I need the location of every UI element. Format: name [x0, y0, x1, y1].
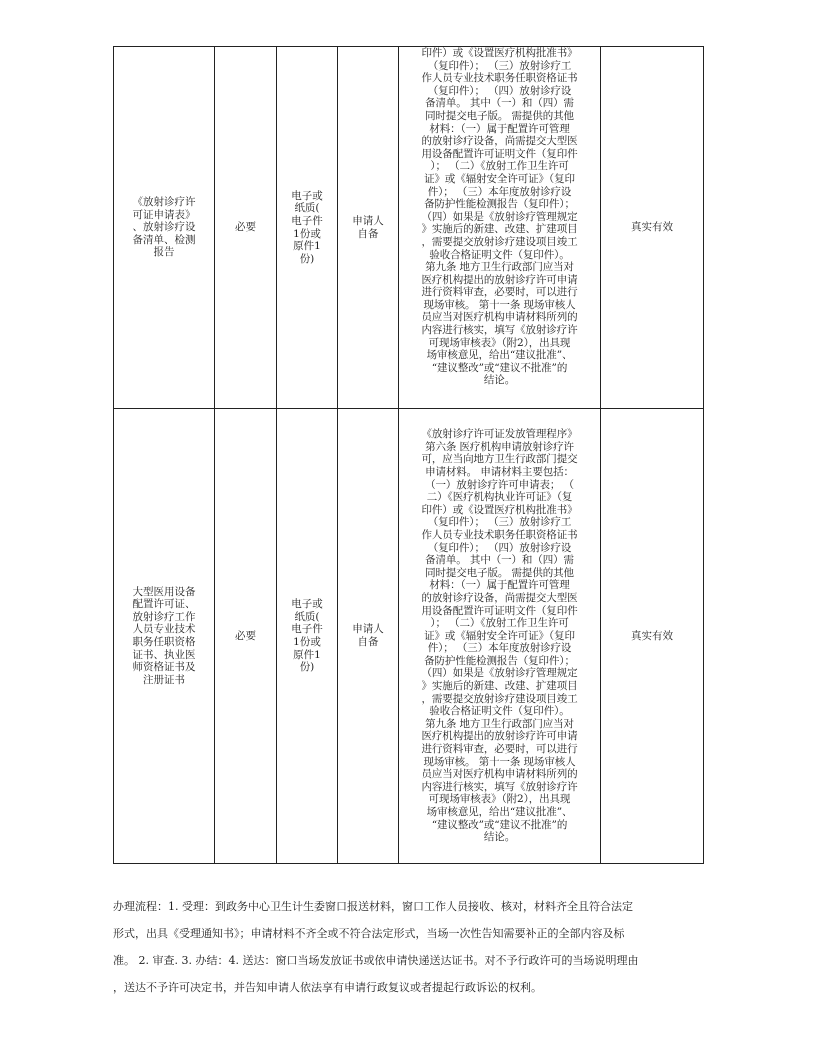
legal-basis-line: 用设备配置许可证明文件（复印件	[421, 147, 578, 160]
legal-basis-line: 备防护性能检测报告（复印件）；	[424, 654, 575, 667]
material-form-line: 电子件	[291, 623, 323, 636]
legal-basis-line: 可，应当向地方卫生行政部门提交	[421, 453, 578, 466]
material-source	[352, 215, 384, 240]
legal-basis-line: 医疗机构提出的放射诊疗许可申请	[421, 273, 578, 286]
legal-basis-line: 申请材料。 申请材料主要包括：	[425, 465, 574, 478]
legal-basis-line: 》实施后的新建、改建、扩建项目	[421, 223, 578, 236]
legal-basis-line: 第九条 地方卫生行政部门应当对	[425, 261, 574, 274]
material-name-cell	[114, 409, 215, 864]
legal-basis-line: 内容进行核实，填写《放射诊疗许	[421, 780, 578, 793]
source-cell	[338, 47, 399, 409]
legal-basis-line: 验收合格证明文件（复印件）。	[429, 248, 570, 261]
legal-basis-line: 结论。	[483, 374, 516, 387]
table-row	[114, 409, 704, 864]
form-cell	[277, 409, 338, 864]
material-form-line: 1份或	[293, 636, 321, 648]
legal-basis-line: 备清单。 其中（一）和（四）需	[425, 554, 574, 567]
required-label: 必要	[235, 629, 256, 642]
legal-basis-line: 的放射诊疗设备，尚需提交大型医	[421, 135, 578, 148]
legal-basis-line: 同时提交电子版。 需提供的其他	[425, 109, 574, 122]
material-source-line: 自备	[357, 227, 379, 240]
legal-basis-line: 》实施后的新建、改建、扩建项目	[421, 680, 578, 693]
criteria-cell	[601, 409, 704, 864]
legal-basis-line: ，需要提交放射诊疗建设项目竣工	[421, 235, 578, 248]
legal-basis-line: （一）放射诊疗许可申请表； （	[425, 478, 574, 491]
material-source-line: 自备	[357, 636, 379, 648]
legal-basis-line: 第六条 医疗机构申请放射诊疗许	[425, 440, 574, 453]
material-name-line: 可证申请表》	[132, 208, 196, 221]
criteria-cell	[601, 47, 704, 409]
legal-basis-line: 现场审核。 第十一条 现场审核人	[423, 298, 576, 311]
process-line: 形式，出具《受理通知书》；申请材料不齐全或不符合法定形式，当场一次性告知需要补正的全部内容及标	[113, 927, 625, 940]
legal-basis-line: 验收合格证明文件（复印件）。	[429, 705, 570, 718]
legal-basis-line: 场审核意见，给出“建议批准”、	[426, 806, 573, 819]
legal-basis-line: （四）如果是《放射诊疗管理规定	[421, 210, 578, 223]
material-name-line: 报告	[153, 246, 175, 259]
legal-basis-line: 备防护性能检测报告（复印件）；	[424, 198, 575, 211]
material-name-line: 备清单、检测	[132, 233, 196, 246]
material-form-line: 电子件	[291, 214, 323, 227]
material-source-line: 申请人	[352, 214, 384, 227]
legal-basis-line: 可现场审核表》（附2），出具现	[428, 336, 571, 349]
material-form	[291, 598, 323, 674]
legal-basis-line: （复印件）； （四）放射诊疗设	[427, 541, 572, 554]
process-line: ，送达不予许可决定书，并告知申请人依法享有申请行政复议或者提起行政诉讼的权利。	[113, 981, 542, 994]
legal-basis-text	[402, 428, 597, 844]
legal-basis-line: ，需要提交放射诊疗建设项目竣工	[421, 692, 578, 705]
material-source-line: 申请人	[352, 623, 384, 636]
material-form-line: 1份或	[293, 227, 321, 240]
legal-basis-line: 备清单。 其中（一）和（四）需	[425, 97, 574, 110]
legal-basis-line: 用设备配置许可证明文件（复印件	[421, 604, 578, 617]
material-name-line: 《放射诊疗许	[132, 196, 196, 209]
material-name-line: 人员专业技术	[132, 623, 196, 636]
legal-basis-line: 二）《医疗机构执业许可证》（复	[426, 491, 573, 504]
material-name-line: 注册证书	[143, 673, 185, 686]
legal-basis-line: 件）； （三）本年度放射诊疗设	[427, 185, 572, 198]
form-cell	[277, 47, 338, 409]
material-name-line: 职务任职资格	[132, 636, 196, 648]
legal-basis-line: 进行资料审查，必要时，可以进行	[421, 743, 578, 756]
legal-basis-cell	[399, 47, 601, 409]
material-source	[352, 623, 384, 648]
legal-basis-text	[402, 47, 597, 387]
legal-basis-line: 进行资料审查，必要时，可以进行	[421, 286, 578, 299]
material-name	[133, 586, 196, 687]
legal-basis-line: 可现场审核表》（附2），出具现	[428, 793, 571, 806]
legal-basis-line: 员应当对医疗机构申请材料所列的	[421, 768, 578, 781]
legal-basis-line: （复印件）； （三）放射诊疗工	[427, 59, 572, 72]
material-name-line: 放射诊疗工作	[132, 610, 196, 623]
legal-basis-line: 材料：（一）属于配置许可管理	[429, 579, 570, 592]
legal-basis-line: ）； （二）《放射工作卫生许可	[430, 160, 569, 173]
legal-basis-line: 同时提交电子版。 需提供的其他	[425, 566, 574, 579]
legal-basis-cell	[399, 409, 601, 864]
material-form	[291, 190, 323, 266]
legal-basis-line: （复印件）； （三）放射诊疗工	[427, 516, 572, 529]
legal-basis-line: 材料：（一）属于配置许可管理	[429, 122, 570, 135]
legal-basis-line: “建议整改”或“建议不批准”的	[431, 361, 568, 374]
material-name-line: 证书、执业医	[132, 648, 196, 661]
material-form-line: 电子或	[291, 598, 323, 611]
required-cell	[215, 47, 277, 409]
material-form-line: 原件1	[293, 240, 321, 253]
legal-basis-line: 印件）或《设置医疗机构批准书》	[421, 47, 578, 59]
legal-basis-line: （复印件）； （四）放射诊疗设	[427, 84, 572, 97]
legal-basis-line: 作人员专业技术职务任职资格证书	[421, 72, 578, 85]
legal-basis-line: 第九条 地方卫生行政部门应当对	[425, 717, 574, 730]
material-name-line: 配置许可证、	[132, 598, 196, 611]
legal-basis-line: 《放射诊疗许可证发放管理程序》	[421, 428, 578, 441]
material-form-line: 电子或	[291, 189, 323, 202]
legal-basis-line: 件）； （三）本年度放射诊疗设	[427, 642, 572, 655]
material-name-cell	[114, 47, 215, 409]
legal-basis-line: 现场审核。 第十一条 现场审核人	[423, 755, 576, 768]
required-cell	[215, 409, 277, 864]
legal-basis-line: ）； （二）《放射工作卫生许可	[430, 617, 569, 630]
legal-basis-line: “建议整改”或“建议不批准”的	[431, 818, 568, 831]
process-description	[113, 893, 703, 1001]
material-form-line: 纸质(	[294, 610, 320, 623]
legal-basis-line: 印件）或《设置医疗机构批准书》	[421, 503, 578, 516]
material-name-line: 大型医用设备	[132, 585, 196, 598]
legal-basis-line: 证》或《辐射安全许可证》（复印	[424, 172, 575, 185]
material-name-line: 师资格证书及	[132, 661, 196, 674]
material-form-line: 纸质(	[294, 202, 320, 215]
source-cell	[338, 409, 399, 864]
material-name-line: 、放射诊疗设	[132, 221, 196, 234]
legal-basis-line: 场审核意见，给出“建议批准”、	[426, 349, 573, 362]
process-line: 准。 2. 审查. 3. 办结：4. 送达：窗口当场发放证书或依申请快递送达证书。对不予行政许可的当场说明理由	[113, 954, 639, 967]
legal-basis-line: 员应当对医疗机构申请材料所列的	[421, 311, 578, 324]
legal-basis-line: 证》或《辐射安全许可证》（复印	[424, 629, 575, 642]
legal-basis-line: 的放射诊疗设备，尚需提交大型医	[421, 591, 578, 604]
process-line: 办理流程：1. 受理：到政务中心卫生计生委窗口报送材料，窗口工作人员接收、核对，材料齐全且符合法定	[113, 900, 633, 913]
legal-basis-line: 医疗机构提出的放射诊疗许可申请	[421, 730, 578, 743]
material-form-line: 份)	[299, 252, 315, 265]
legal-basis-line: 作人员专业技术职务任职资格证书	[421, 528, 578, 541]
acceptance-criteria: 真实有效	[631, 629, 673, 642]
required-label: 必要	[235, 221, 256, 234]
legal-basis-line: （四）如果是《放射诊疗管理规定	[421, 667, 578, 680]
table-row	[114, 47, 704, 409]
acceptance-criteria: 真实有效	[631, 221, 673, 234]
materials-table	[113, 46, 704, 864]
material-form-line: 份)	[299, 661, 315, 674]
legal-basis-line: 结论。	[483, 831, 516, 844]
material-form-line: 原件1	[293, 648, 321, 661]
legal-basis-line: 内容进行核实，填写《放射诊疗许	[421, 324, 578, 337]
material-name	[133, 196, 196, 259]
